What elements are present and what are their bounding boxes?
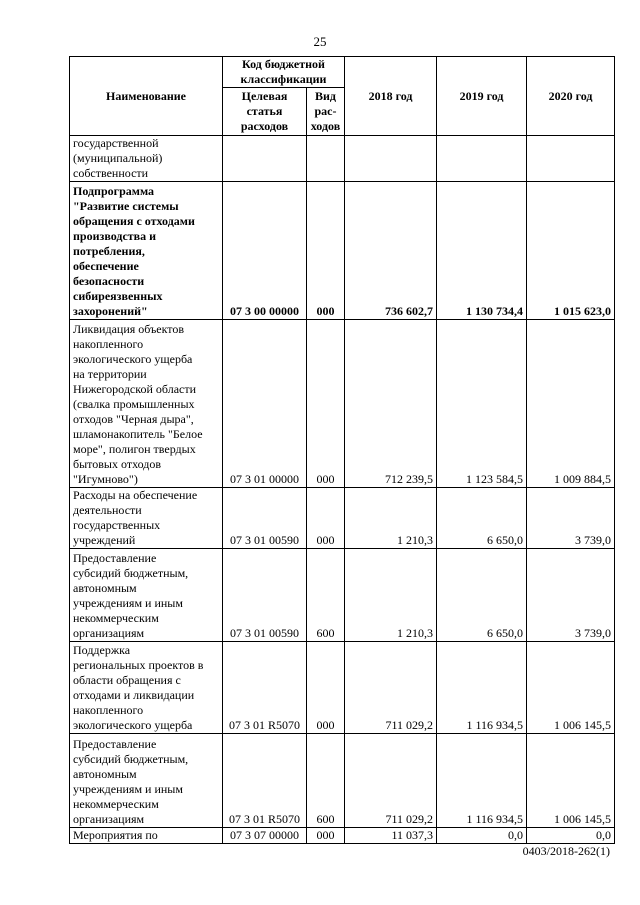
header-target-article: Целевая статья расходов — [223, 88, 307, 136]
row-name: государственной (муниципальной) собственности — [70, 136, 223, 182]
table-row — [70, 488, 615, 549]
page-number: 25 — [313, 34, 327, 49]
row-vid: 000 — [307, 488, 345, 549]
row-2019 — [437, 136, 527, 182]
table-row — [70, 642, 615, 734]
row-2020: 1 006 145,5 — [527, 642, 615, 734]
header-name: Наименование — [70, 57, 223, 136]
table-row — [70, 136, 615, 182]
header-code-group: Код бюджетной классификации — [223, 57, 345, 88]
row-vid: 000 — [307, 182, 345, 320]
row-2020: 3 739,0 — [527, 549, 615, 642]
budget-table — [69, 56, 615, 844]
row-vid — [307, 136, 345, 182]
row-name: Предоставление субсидий бюджетным, автономным учреждениям и иным некоммерческим организациям — [70, 549, 223, 642]
row-vid: 000 — [307, 828, 345, 844]
row-2020: 0,0 — [527, 828, 615, 844]
row-name: Расходы на обеспечение деятельности государственных учреждений — [70, 488, 223, 549]
row-vid: 600 — [307, 549, 345, 642]
row-name: Поддержка региональных проектов в области обращения с отходами и ликвидации накопленного экологического ущерба — [70, 642, 223, 734]
row-2019: 1 116 934,5 — [437, 734, 527, 828]
table-row — [70, 828, 615, 844]
table-row — [70, 734, 615, 828]
table-row — [70, 549, 615, 642]
row-code: 07 3 01 00000 — [223, 320, 307, 488]
document-code: 0403/2018-262(1) — [522, 844, 610, 858]
row-2019: 1 130 734,4 — [437, 182, 527, 320]
row-code: 07 3 00 00000 — [223, 182, 307, 320]
row-2018: 1 210,3 — [345, 488, 437, 549]
row-2018: 712 239,5 — [345, 320, 437, 488]
row-2018: 711 029,2 — [345, 734, 437, 828]
row-code: 07 3 01 00590 — [223, 488, 307, 549]
row-code: 07 3 01 00590 — [223, 549, 307, 642]
row-2018: 11 037,3 — [345, 828, 437, 844]
row-2018: 711 029,2 — [345, 642, 437, 734]
row-2019: 1 123 584,5 — [437, 320, 527, 488]
row-2019: 6 650,0 — [437, 549, 527, 642]
header-2018: 2018 год — [345, 57, 437, 136]
row-2019: 1 116 934,5 — [437, 642, 527, 734]
row-vid: 600 — [307, 734, 345, 828]
row-2018: 1 210,3 — [345, 549, 437, 642]
row-vid: 000 — [307, 642, 345, 734]
table-row — [70, 320, 615, 488]
row-code — [223, 136, 307, 182]
header-expense-type: Вид рас-ходов — [307, 88, 345, 136]
table-row — [70, 182, 615, 320]
row-code: 07 3 07 00000 — [223, 828, 307, 844]
row-2018 — [345, 136, 437, 182]
row-name: Мероприятия по — [70, 828, 223, 844]
row-vid: 000 — [307, 320, 345, 488]
row-2019: 6 650,0 — [437, 488, 527, 549]
header-2020: 2020 год — [527, 57, 615, 136]
row-2019: 0,0 — [437, 828, 527, 844]
row-2020: 1 006 145,5 — [527, 734, 615, 828]
row-2020 — [527, 136, 615, 182]
row-name: Подпрограмма "Развитие системы обращения с отходами производства и потребления, обеспечение безопасности сибиреязвенных захоронений" — [70, 182, 223, 320]
row-2020: 1 009 884,5 — [527, 320, 615, 488]
row-2018: 736 602,7 — [345, 182, 437, 320]
row-2020: 3 739,0 — [527, 488, 615, 549]
header-2019: 2019 год — [437, 57, 527, 136]
row-2020: 1 015 623,0 — [527, 182, 615, 320]
row-code: 07 3 01 R5070 — [223, 642, 307, 734]
row-code: 07 3 01 R5070 — [223, 734, 307, 828]
row-name: Предоставление субсидий бюджетным, автономным учреждениям и иным некоммерческим организациям — [70, 734, 223, 828]
row-name: Ликвидация объектов накопленного экологического ущерба на территории Нижегородской области (свалка промышленных отходов "Черная дыра", шламонакопитель "Белое море", полигон твердых бытовых отходов "Игумново") — [70, 320, 223, 488]
